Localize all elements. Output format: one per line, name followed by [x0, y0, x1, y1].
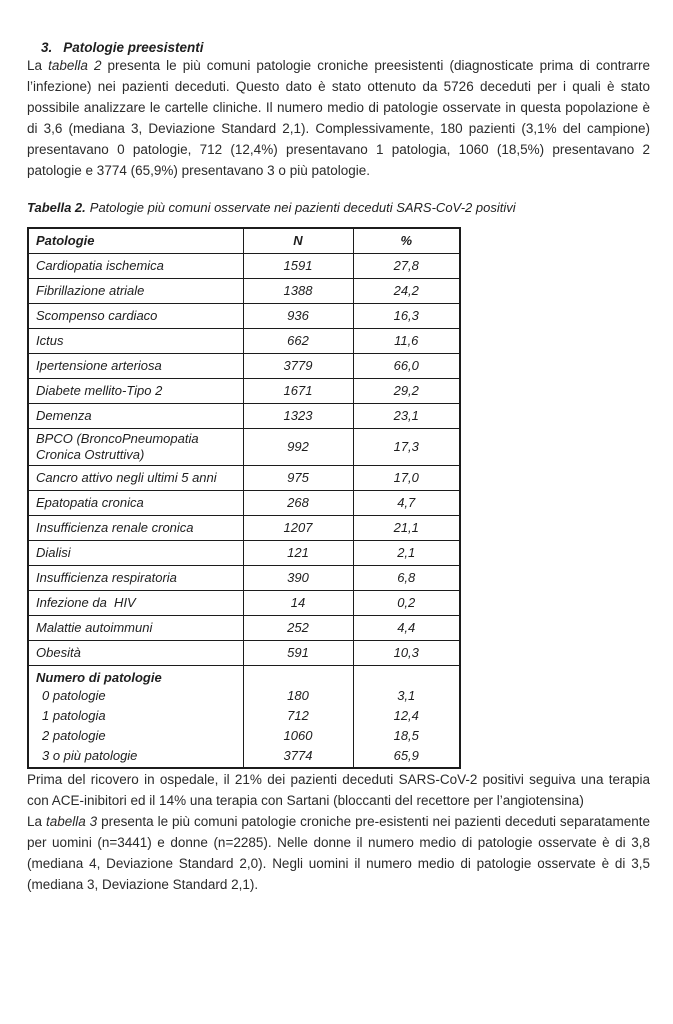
table-caption [27, 200, 650, 215]
section-title: Patologie preesistenti [63, 40, 204, 55]
pathology-percent: 16,3 [353, 304, 460, 329]
pathology-count: 591 [243, 641, 353, 666]
table-row [28, 466, 460, 491]
table-row [28, 404, 460, 429]
pathology-count: 1060 [243, 727, 353, 747]
pathology-name: Demenza [36, 408, 92, 423]
pathology-percent: 18,5 [353, 727, 460, 747]
table-row [28, 329, 460, 354]
pathology-name: 1 patologia [42, 708, 106, 723]
table-row [28, 641, 460, 666]
pathology-count: 121 [243, 541, 353, 566]
pathology-count: 1323 [243, 404, 353, 429]
table-row [28, 566, 460, 591]
pathology-name: Dialisi [36, 545, 71, 560]
table-caption-label: Tabella 2. [27, 200, 86, 215]
table-2-reference: tabella 2 [48, 58, 102, 73]
pathology-percent: 66,0 [353, 354, 460, 379]
pathology-percent: 4,4 [353, 616, 460, 641]
pathology-percent: 6,8 [353, 566, 460, 591]
table-3-reference: tabella 3 [45, 814, 98, 829]
paragraph-table3 [27, 811, 650, 895]
paragraph-table3-lead: La [27, 814, 43, 829]
pathology-percent: 65,9 [353, 747, 460, 768]
table-header-row [28, 228, 460, 254]
footer-group-title-row [28, 666, 460, 688]
paragraph-intro-body: presenta le più comuni patologie croniche preesistenti (diagnosticate prima di contrarre l’infezione) nei pazienti deceduti. Questo dato è stato ottenuto da 5726 deceduti per i quali è stato possibile analizzare le cartelle cliniche. Il numero medio di patologie osservate in questa popolazione è di 3,6 (mediana 3, Deviazione Standard 2,1). Complessivamente, 180 pazienti (3,1% del campione) presentavano 0 patologie, 712 (12,4%) presentavano 1 patologia, 1060 (18,5%) presentavano 2 patologie e 3774 (65,9%) presentavano 3 o più patologie. [27, 58, 650, 178]
footer-group-empty-pct [353, 666, 460, 688]
table-row [28, 707, 460, 727]
pathology-percent: 3,1 [353, 687, 460, 707]
pathology-name: Scompenso cardiaco [36, 308, 158, 323]
pathology-count: 1388 [243, 279, 353, 304]
paragraph-intro [27, 55, 650, 181]
pathology-name: Ictus [36, 333, 64, 348]
pathology-percent: 23,1 [353, 404, 460, 429]
pathology-name: Insufficienza respiratoria [36, 570, 177, 585]
pathology-count: 662 [243, 329, 353, 354]
table-row [28, 491, 460, 516]
pathology-count: 1591 [243, 254, 353, 279]
pathology-count: 1207 [243, 516, 353, 541]
column-header-patologie: Patologie [36, 233, 95, 248]
pathology-count: 14 [243, 591, 353, 616]
pathology-count: 180 [243, 687, 353, 707]
paragraph-table3-body: presenta le più comuni patologie croniche pre-esistenti nei pazienti deceduti separatamente per uomini (n=3441) e donne (n=2285). Nelle donne il numero medio di patologie osservate è di 3,8 (mediana 4, Deviazione Standard 2,0). Negli uomini il numero medio di patologie osservate è di 3,5 (mediana 3, Deviazione Standard 2,1). [27, 814, 650, 892]
pathology-percent: 2,1 [353, 541, 460, 566]
table-row [28, 591, 460, 616]
footer-group-title: Numero di patologie [36, 669, 162, 685]
paragraph-intro-lead: La [27, 58, 43, 73]
pathology-count: 390 [243, 566, 353, 591]
pathology-count: 1671 [243, 379, 353, 404]
pathology-name: 3 o più patologie [42, 748, 138, 763]
column-header-n: N [243, 228, 353, 254]
table-row [28, 379, 460, 404]
table-row [28, 541, 460, 566]
table-row [28, 727, 460, 747]
pathology-name: Ipertensione arteriosa [36, 358, 162, 373]
pathology-name: BPCO (BroncoPneumopatia Cronica Ostruttiva) [36, 431, 203, 462]
pathology-percent: 12,4 [353, 707, 460, 727]
table-caption-text: Patologie più comuni osservate nei pazienti deceduti SARS-CoV-2 positivi [89, 200, 516, 215]
pathology-name: 0 patologie [42, 688, 106, 703]
pathology-percent: 10,3 [353, 641, 460, 666]
pathology-name: Fibrillazione atriale [36, 283, 145, 298]
pathology-count: 3774 [243, 747, 353, 768]
table-row [28, 254, 460, 279]
pathology-name: Infezione da HIV [36, 595, 136, 610]
table-row [28, 747, 460, 768]
table-row [28, 304, 460, 329]
pathology-percent: 17,0 [353, 466, 460, 491]
pathology-name: Cancro attivo negli ultimi 5 anni [36, 470, 217, 485]
table-row [28, 354, 460, 379]
pathology-percent: 29,2 [353, 379, 460, 404]
section-heading [27, 40, 650, 55]
pathology-name: 2 patologie [42, 728, 106, 743]
pathology-name: Insufficienza renale cronica [36, 520, 194, 535]
pathology-count: 712 [243, 707, 353, 727]
pathology-percent: 17,3 [353, 429, 460, 466]
paragraph-therapy: Prima del ricovero in ospedale, il 21% dei pazienti deceduti SARS-CoV-2 positivi seguiva una terapia con ACE-inibitori ed il 14% una terapia con Sartani (bloccanti del recettore per l’angiotensina) [27, 772, 650, 808]
pathology-name: Diabete mellito-Tipo 2 [36, 383, 163, 398]
table-row [28, 687, 460, 707]
pathology-count: 268 [243, 491, 353, 516]
pathology-count: 3779 [243, 354, 353, 379]
table-row [28, 429, 460, 466]
table-row [28, 616, 460, 641]
pathology-name: Obesità [36, 645, 81, 660]
pathology-percent: 0,2 [353, 591, 460, 616]
pathology-percent: 21,1 [353, 516, 460, 541]
section-number: 3. [41, 40, 53, 55]
pathology-percent: 27,8 [353, 254, 460, 279]
table-row [28, 516, 460, 541]
footer-group-empty-n [243, 666, 353, 688]
pathology-count: 936 [243, 304, 353, 329]
table-row [28, 279, 460, 304]
pathology-percent: 4,7 [353, 491, 460, 516]
pathology-percent: 24,2 [353, 279, 460, 304]
pathology-name: Malattie autoimmuni [36, 620, 153, 635]
pathology-count: 992 [243, 429, 353, 466]
pathology-name: Epatopatia cronica [36, 495, 144, 510]
pathology-count: 975 [243, 466, 353, 491]
pathology-name: Cardiopatia ischemica [36, 258, 164, 273]
column-header-percent: % [353, 228, 460, 254]
pathologies-table [27, 227, 461, 769]
pathology-percent: 11,6 [353, 329, 460, 354]
pathology-count: 252 [243, 616, 353, 641]
